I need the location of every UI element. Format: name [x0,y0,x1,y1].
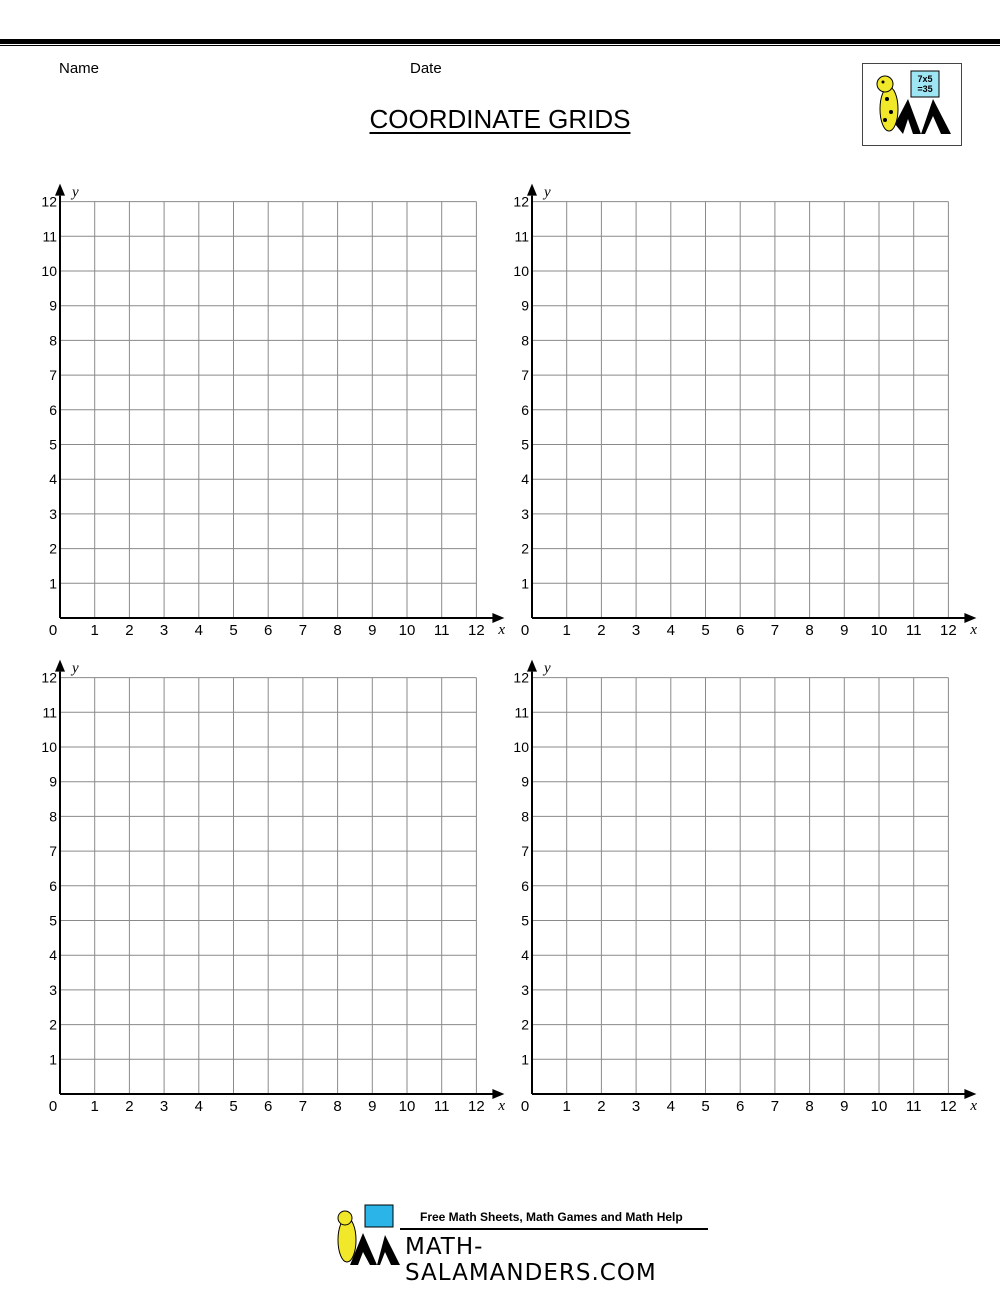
y-tick-label: 2 [521,1016,529,1033]
coordinate-grid [513,184,977,639]
y-tick-label: 12 [513,193,529,210]
x-tick-label: 12 [940,622,957,639]
x-tick-label: 6 [736,1098,745,1115]
x-tick-label: 8 [805,622,814,639]
x-tick-label: 2 [125,622,134,639]
y-axis-label: y [72,184,79,201]
x-tick-label: 4 [666,1098,675,1115]
x-axis-label: x [498,622,506,638]
x-tick-label: 12 [468,622,485,639]
footer-logo [325,1200,715,1286]
x-axis-label: x [498,1098,506,1114]
x-tick-label: 10 [398,622,416,639]
x-tick-label: 9 [368,1098,377,1115]
x-tick-label: 6 [264,1098,273,1115]
coordinate-grid [41,660,505,1115]
y-tick-label: 1 [521,1051,529,1068]
y-tick-label: 10 [41,263,57,279]
y-tick-label: 11 [42,704,57,721]
x-tick-label: 8 [333,622,342,639]
origin-label: 0 [520,1098,530,1115]
name-label: Name [59,60,100,77]
x-tick-label: 11 [905,1098,922,1115]
x-axis-label: x [970,622,978,638]
page-title-text: COORDINATE GRIDS [369,104,631,134]
x-tick-label: 7 [298,1098,308,1115]
y-tick-label: 6 [49,877,57,894]
y-tick-label: 4 [49,947,57,964]
y-axis-label: y [544,660,551,677]
x-tick-label: 2 [597,622,606,639]
y-tick-label: 1 [521,575,529,592]
y-tick-label: 1 [49,1051,57,1068]
logo-board-text: =35 [917,84,933,94]
y-tick-label: 11 [514,228,529,245]
y-tick-label: 4 [521,947,529,964]
y-axis-label: y [544,184,551,201]
x-tick-label: 12 [468,1098,485,1115]
x-tick-label: 5 [229,622,238,639]
y-tick-label: 12 [41,193,57,210]
y-tick-label: 7 [49,843,57,860]
y-tick-label: 6 [521,877,529,894]
y-tick-label: 5 [49,436,57,453]
y-tick-label: 4 [49,471,57,488]
logo-board-text: 7x5 [917,74,933,84]
x-tick-label: 7 [770,622,780,639]
x-tick-label: 9 [840,1098,849,1115]
y-tick-label: 3 [521,981,529,998]
x-tick-label: 5 [701,622,710,639]
y-tick-label: 12 [41,669,57,686]
coordinate-grid [513,660,977,1115]
y-tick-label: 3 [49,981,57,998]
x-tick-label: 8 [333,1098,342,1115]
x-tick-label: 3 [631,1098,641,1115]
x-tick-label: 1 [562,1098,571,1115]
x-tick-label: 10 [870,622,888,639]
y-tick-label: 6 [521,401,529,418]
y-tick-label: 1 [49,575,57,592]
salamander-footer-icon [325,1200,400,1270]
x-tick-label: 6 [264,622,273,639]
y-tick-label: 5 [521,436,529,453]
x-tick-label: 5 [701,1098,710,1115]
y-tick-label: 10 [513,263,529,279]
x-tick-label: 1 [90,622,99,639]
x-tick-label: 4 [194,622,203,639]
y-tick-label: 6 [49,401,57,418]
y-tick-label: 9 [49,297,57,314]
y-tick-label: 5 [521,912,529,929]
y-tick-label: 8 [49,332,57,349]
origin-label: 0 [48,1098,58,1115]
y-tick-label: 2 [49,540,57,557]
x-tick-label: 11 [905,622,922,639]
x-tick-label: 10 [870,1098,888,1115]
y-tick-label: 11 [514,704,529,721]
footer-site-name: MATH-SALAMANDERS.COM [405,1234,657,1286]
x-axis-label: x [970,1098,978,1114]
origin-label: 0 [520,622,530,639]
date-label: Date [410,60,442,77]
y-tick-label: 10 [513,739,529,755]
x-tick-label: 1 [562,622,571,639]
x-tick-label: 3 [631,622,641,639]
y-tick-label: 4 [521,471,529,488]
y-tick-label: 8 [49,808,57,825]
x-tick-label: 2 [597,1098,606,1115]
x-tick-label: 1 [90,1098,99,1115]
x-tick-label: 11 [433,622,450,639]
y-axis-label: y [72,660,79,677]
x-tick-label: 4 [194,1098,203,1115]
y-tick-label: 8 [521,332,529,349]
y-tick-label: 7 [521,367,529,384]
y-tick-label: 7 [521,843,529,860]
x-tick-label: 9 [368,622,377,639]
y-tick-label: 9 [49,773,57,790]
x-tick-label: 7 [770,1098,780,1115]
y-tick-label: 8 [521,808,529,825]
x-tick-label: 8 [805,1098,814,1115]
x-tick-label: 10 [398,1098,416,1115]
y-tick-label: 7 [49,367,57,384]
footer-divider [400,1228,708,1230]
x-tick-label: 6 [736,622,745,639]
x-tick-label: 2 [125,1098,134,1115]
origin-label: 0 [48,622,58,639]
x-tick-label: 3 [159,1098,169,1115]
x-tick-label: 11 [433,1098,450,1115]
y-tick-label: 12 [513,669,529,686]
x-tick-label: 12 [940,1098,957,1115]
footer-tagline: Free Math Sheets, Math Games and Math Help [420,1210,683,1224]
y-tick-label: 9 [521,773,529,790]
x-tick-label: 5 [229,1098,238,1115]
y-tick-label: 2 [521,540,529,557]
x-tick-label: 3 [159,622,169,639]
coordinate-grid [41,184,505,639]
y-tick-label: 11 [42,228,57,245]
y-tick-label: 10 [41,739,57,755]
x-tick-label: 7 [298,622,308,639]
x-tick-label: 9 [840,622,849,639]
y-tick-label: 2 [49,1016,57,1033]
y-tick-label: 3 [49,505,57,522]
x-tick-label: 4 [666,622,675,639]
y-tick-label: 9 [521,297,529,314]
y-tick-label: 5 [49,912,57,929]
y-tick-label: 3 [521,505,529,522]
